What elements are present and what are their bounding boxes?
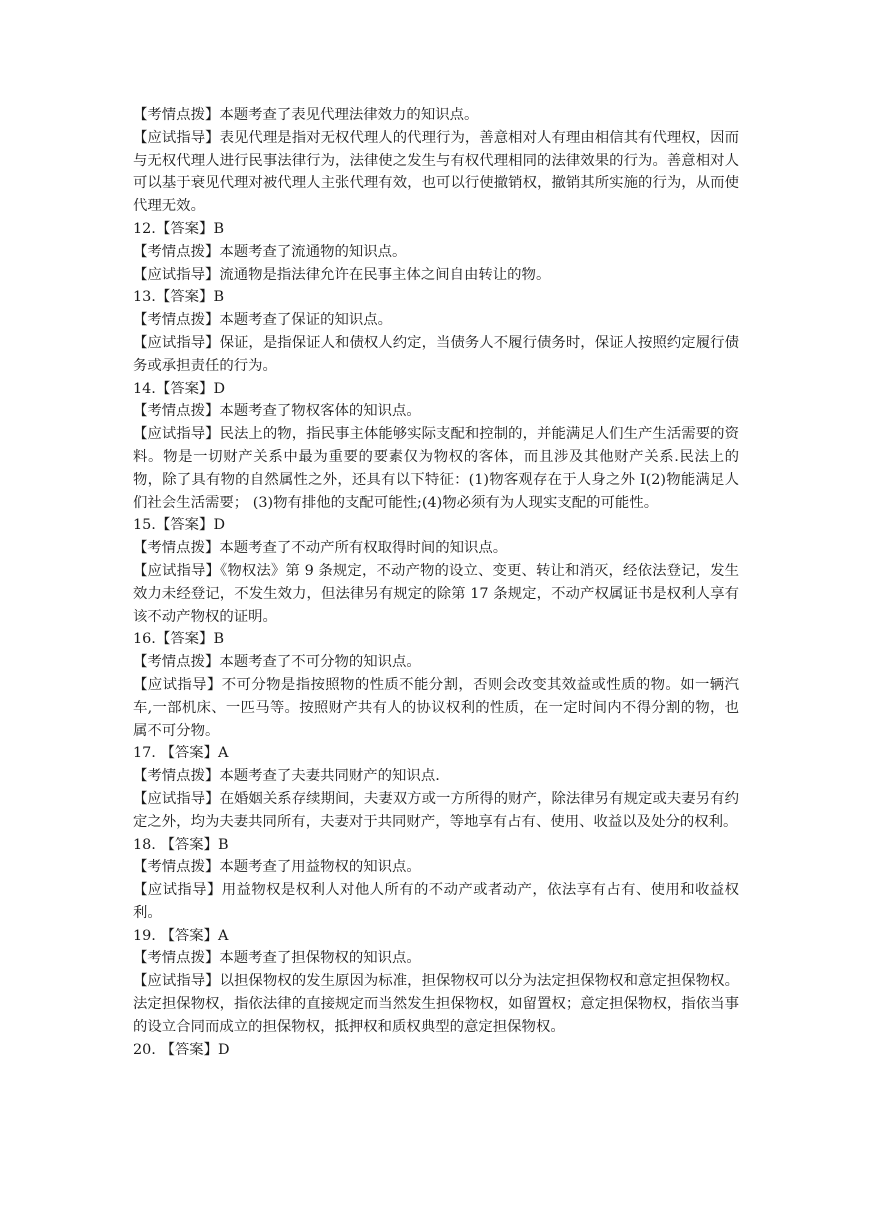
paragraph: 【考情点拨】本题考查了物权客体的知识点。: [133, 403, 421, 420]
answer-line: 17. 【答案】A: [133, 745, 229, 762]
paragraph: 【应试指导】在婚姻关系存续期间，夫妻双方或一方所得的财产，除法律另有规定或夫妻另有约定之外，均为夫妻共同所有，夫妻对于共同财产，等地享有占有、使用、收益以及处分的权利。: [133, 790, 739, 830]
answer-line: 16.【答案】B: [133, 631, 225, 648]
paragraph: 【应试指导】表见代理是指对无权代理人的代理行为，善意相对人有理由相信其有代理权，因而与无权代理人进行民事法律行为，法律使之发生与有权代理相同的法律效果的行为。善意相对人可以基于衰见代理对被代理人主张代理有效，也可以行使撤销权，撤销其所实施的行为，从而使代理无效。: [133, 129, 739, 215]
paragraph: 【考情点拨】本题考查了担保物权的知识点。: [133, 950, 421, 967]
paragraph: 【考情点拨】本题考查了保证的知识点。: [133, 312, 393, 329]
answer-line: 18. 【答案】B: [133, 836, 229, 853]
answer-line: 12.【答案】B: [133, 220, 225, 237]
paragraph: 【考情点拨】本题考查了不动产所有权取得时间的知识点。: [133, 540, 508, 557]
paragraph: 【应试指导】流通物是指法律允许在民事主体之间自由转让的物。: [133, 266, 551, 283]
answer-line: 15.【答案】D: [133, 517, 225, 534]
paragraph: 【考情点拨】本题考查了表见代理法律效力的知识点。: [133, 107, 479, 123]
paragraph: 【应试指导】不可分物是指按照物的性质不能分割，否则会改变其效益或性质的物。如一辆汽车,一部机床、一匹马等。按照财产共有人的协议权利的性质，在一定时间内不得分割的物，也属不可分物。: [133, 676, 739, 739]
paragraph: 【应试指导】保证，是指保证人和债权人约定，当债务人不履行债务时，保证人按照约定履行债务或承担责任的行为。: [133, 334, 739, 374]
paragraph: 【考情点拨】本题考查了不可分物的知识点。: [133, 654, 421, 671]
paragraph: 【应试指导】以担保物权的发生原因为标准，担保物权可以分为法定担保物权和意定担保物权。法定担保物权，指依法律的直接规定而当然发生担保物权，如留置权；意定担保物权，指依当事的设立合同而成立的担保物权，抵押权和质权典型的意定担保物权。: [133, 973, 739, 1035]
answer-line: 19. 【答案】A: [133, 927, 229, 944]
answer-line: 13.【答案】B: [133, 289, 225, 306]
paragraph: 【考情点拨】本题考查了流通物的知识点。: [133, 243, 407, 260]
paragraph: 【应试指导】用益物权是权利人对他人所有的不动产或者动产，依法享有占有、使用和收益权利。: [133, 882, 739, 921]
paragraph: 【应试指导】民法上的物，指民事主体能够实际支配和控制的，并能满足人们生产生活需要的资料。物是一切财产关系中最为重要的要素仅为物权的客体，而且涉及其他财产关系.民法上的物，除了具有物的自然属性之外，还具有以下特征：(1)物客观存在于人身之外 I(2)物能满足人们社会生活需要； (3)物有排他的支配可能性;(4)物必须有为人现实支配的可能性。: [133, 426, 739, 511]
document-body: [133, 104, 739, 1061]
paragraph: 【考情点拨】本题考查了用益物权的知识点。: [133, 859, 421, 876]
answer-line: 20. 【答案】D: [133, 1041, 230, 1058]
answer-line: 14.【答案】D: [133, 380, 225, 397]
paragraph: 【考情点拨】本题考查了夫妻共同财产的知识点.: [133, 768, 440, 785]
paragraph: 【应试指导】《物权法》第 9 条规定，不动产物的设立、变更、转让和消灭，经依法登记，发生效力未经登记，不发生效力，但法律另有规定的除第 17 条规定，不动产权属证书是权利人享有该不动产物权的证明。: [133, 562, 739, 625]
